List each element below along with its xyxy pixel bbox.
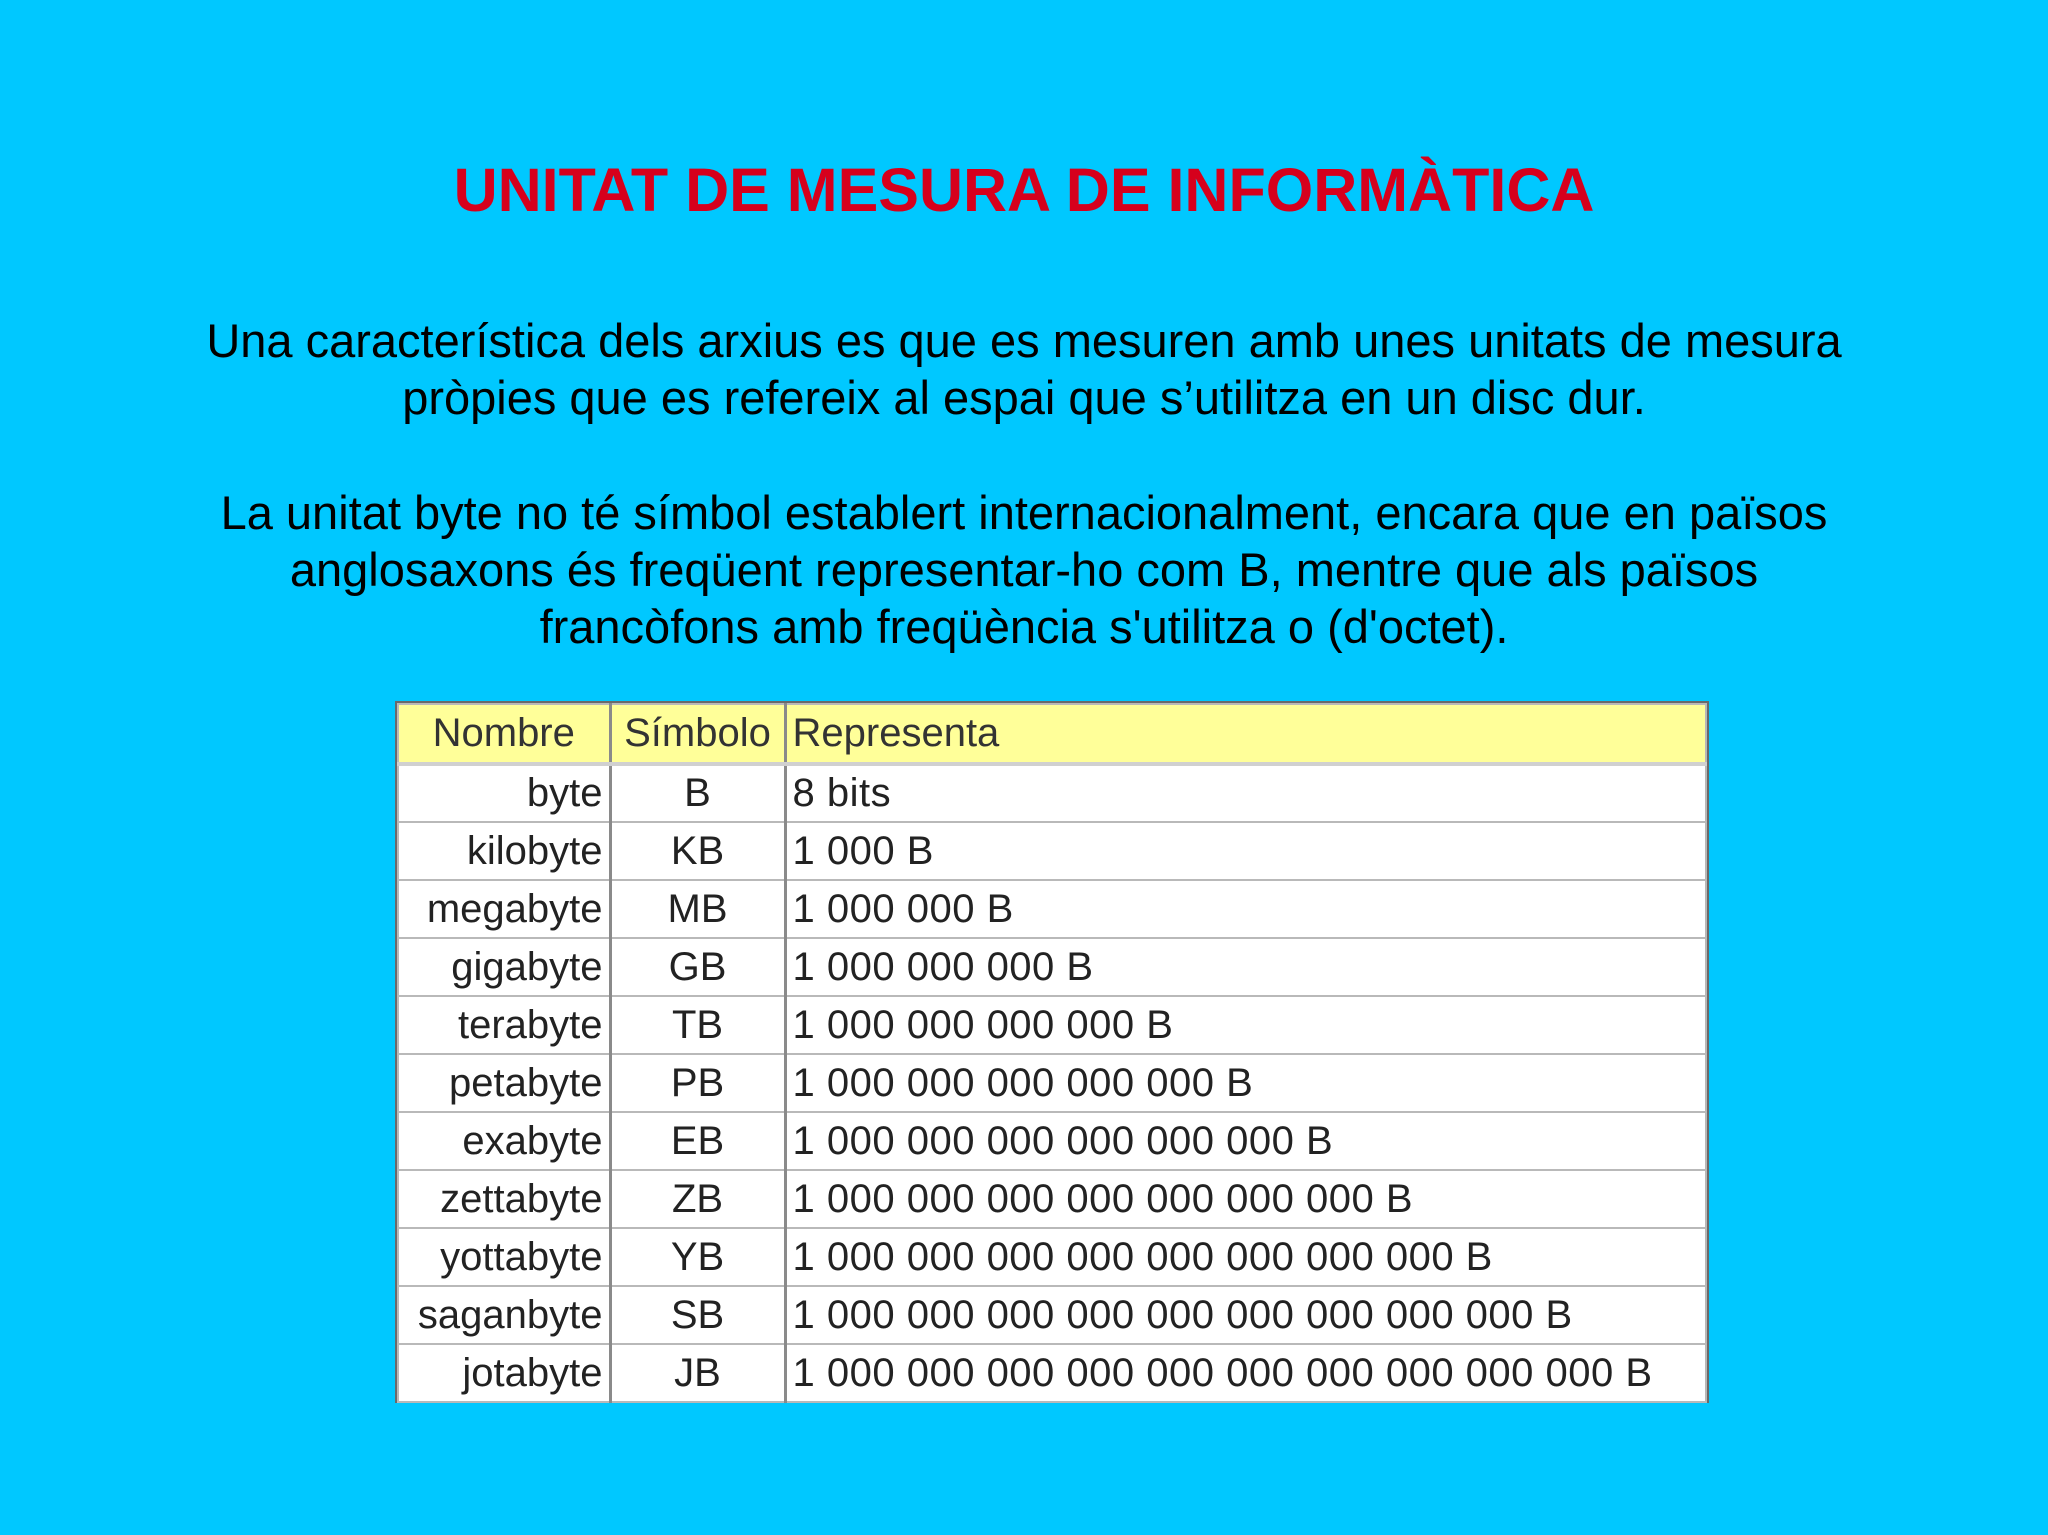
table-row: [398, 1170, 1706, 1228]
table-row: [398, 764, 1706, 822]
table-row: [398, 1286, 1706, 1344]
unit-symbol: EB: [610, 1112, 785, 1170]
unit-name: exabyte: [398, 1112, 610, 1170]
unit-value: 8 bits: [785, 764, 1706, 822]
unit-symbol: B: [610, 764, 785, 822]
unit-value: 1 000 000 000 000 000 000 000 000 B: [785, 1228, 1706, 1286]
units-table: [397, 703, 1707, 1403]
unit-value: 1 000 000 000 000 B: [785, 996, 1706, 1054]
unit-name: megabyte: [398, 880, 610, 938]
header-nombre: Nombre: [398, 704, 610, 764]
byte-symbol-paragraph: La unitat byte no té símbol establert internacionalment, encara que en països anglosaxons és freqüent representar-ho com B, mentre que als països francòfons amb freqüència s'utilitza o (d'octet).: [220, 486, 1828, 653]
header-simbolo: Símbolo: [610, 704, 785, 764]
unit-symbol: SB: [610, 1286, 785, 1344]
header-representa: Representa: [785, 704, 1706, 764]
unit-name: terabyte: [398, 996, 610, 1054]
unit-value: 1 000 000 000 000 000 000 000 000 000 B: [785, 1286, 1706, 1344]
unit-name: saganbyte: [398, 1286, 610, 1344]
slide-title: UNITAT DE MESURA DE INFORMÀTICA: [453, 156, 1595, 224]
unit-symbol: GB: [610, 938, 785, 996]
table-row: [398, 1112, 1706, 1170]
unit-symbol: KB: [610, 822, 785, 880]
intro-paragraph: Una característica dels arxius es que es mesuren amb unes unitats de mesura pròpies que es refereix al espai que s’utilitza en un disc dur.: [206, 314, 1842, 424]
table-row: [398, 996, 1706, 1054]
unit-symbol: MB: [610, 880, 785, 938]
unit-name: kilobyte: [398, 822, 610, 880]
unit-symbol: YB: [610, 1228, 785, 1286]
unit-name: yottabyte: [398, 1228, 610, 1286]
unit-value: 1 000 000 000 000 000 B: [785, 1054, 1706, 1112]
unit-value: 1 000 000 000 000 000 000 000 000 000 000 B: [785, 1344, 1706, 1402]
table-row: [398, 880, 1706, 938]
unit-symbol: TB: [610, 996, 785, 1054]
table-row: [398, 1344, 1706, 1402]
unit-name: zettabyte: [398, 1170, 610, 1228]
unit-value: 1 000 B: [785, 822, 1706, 880]
table-header-row: [398, 704, 1706, 764]
unit-name: byte: [398, 764, 610, 822]
unit-value: 1 000 000 000 000 000 000 B: [785, 1112, 1706, 1170]
unit-value: 1 000 000 B: [785, 880, 1706, 938]
table-row: [398, 1054, 1706, 1112]
table-row: [398, 938, 1706, 996]
unit-symbol: JB: [610, 1344, 785, 1402]
unit-name: petabyte: [398, 1054, 610, 1112]
unit-name: gigabyte: [398, 938, 610, 996]
unit-name: jotabyte: [398, 1344, 610, 1402]
unit-value: 1 000 000 000 B: [785, 938, 1706, 996]
table-row: [398, 1228, 1706, 1286]
table-row: [398, 822, 1706, 880]
unit-symbol: ZB: [610, 1170, 785, 1228]
unit-symbol: PB: [610, 1054, 785, 1112]
units-table-container: [395, 701, 1709, 1403]
unit-value: 1 000 000 000 000 000 000 000 B: [785, 1170, 1706, 1228]
